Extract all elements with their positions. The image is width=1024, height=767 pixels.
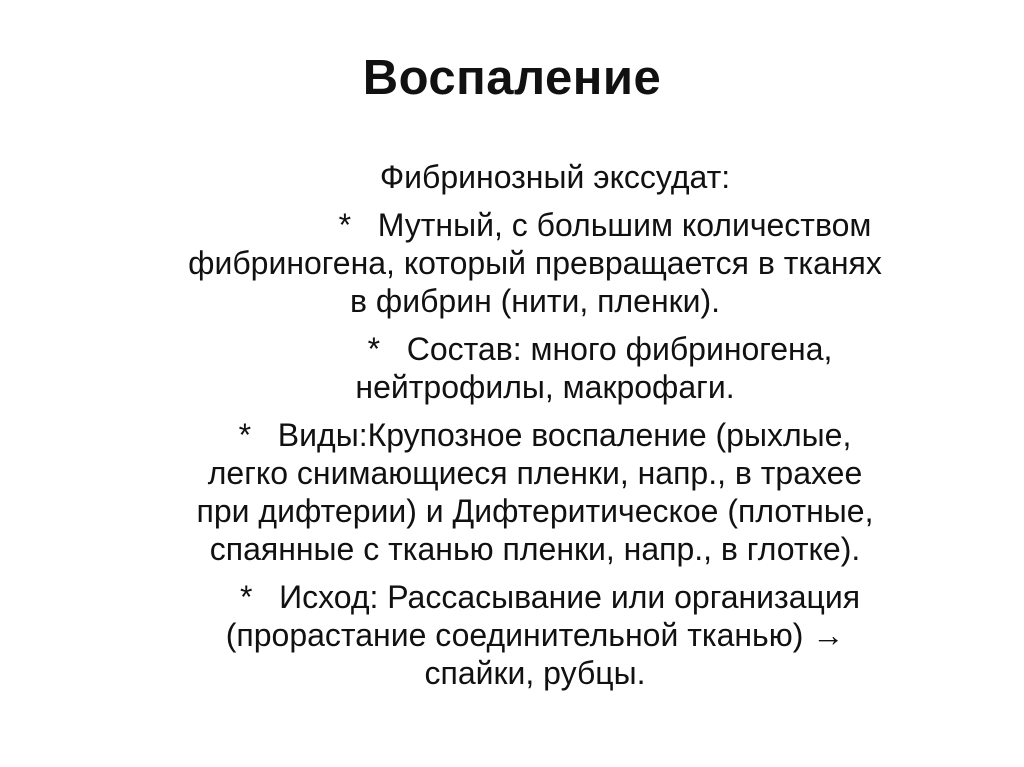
- slide-body: [60, 158, 1010, 692]
- bullet-2-line-2: нейтрофилы, макрофаги.: [355, 369, 735, 405]
- bullet-marker: *: [367, 331, 381, 367]
- bullet-1-line-3: в фибрин (нити, пленки).: [349, 283, 721, 319]
- bullet-1-line-2: фибриногена, который превращается в тканях: [188, 245, 882, 281]
- bullet-3-line-4: спаянные с тканью пленки, напр., в глотке).: [209, 531, 861, 567]
- bullet-4-line-3: спайки, рубцы.: [424, 655, 646, 691]
- bullet-4-line-2: (прорастание соединительной тканью) →: [225, 617, 845, 653]
- bullet-1: [60, 206, 1010, 320]
- bullet-marker: *: [239, 579, 253, 615]
- bullet-text: Мутный, с большим количеством: [377, 207, 872, 243]
- bullet-text: Виды:Крупозное воспаление (рыхлые,: [277, 417, 852, 453]
- bullet-marker: *: [338, 207, 352, 243]
- bullet-2: [60, 330, 1010, 406]
- bullet-3-line-1: [60, 416, 1010, 454]
- bullet-3-line-2: легко снимающиеся пленки, напр., в трахее: [207, 455, 863, 491]
- bullet-marker: *: [238, 417, 252, 453]
- slide-title: Воспаление: [362, 51, 662, 105]
- bullet-2-line-1: [60, 330, 1010, 368]
- bullet-1-line-1: [60, 206, 1010, 244]
- bullet-4: [60, 578, 1010, 692]
- bullet-text: Состав: много фибриногена,: [406, 331, 833, 367]
- bullet-3-line-3: при дифтерии) и Дифтеритическое (плотные,: [196, 493, 874, 529]
- section-heading: Фибринозный экссудат:: [379, 159, 731, 195]
- bullet-text: Исход: Рассасывание или организация: [279, 579, 861, 615]
- bullet-4-line-1: [60, 578, 1010, 616]
- bullet-3: [60, 416, 1010, 568]
